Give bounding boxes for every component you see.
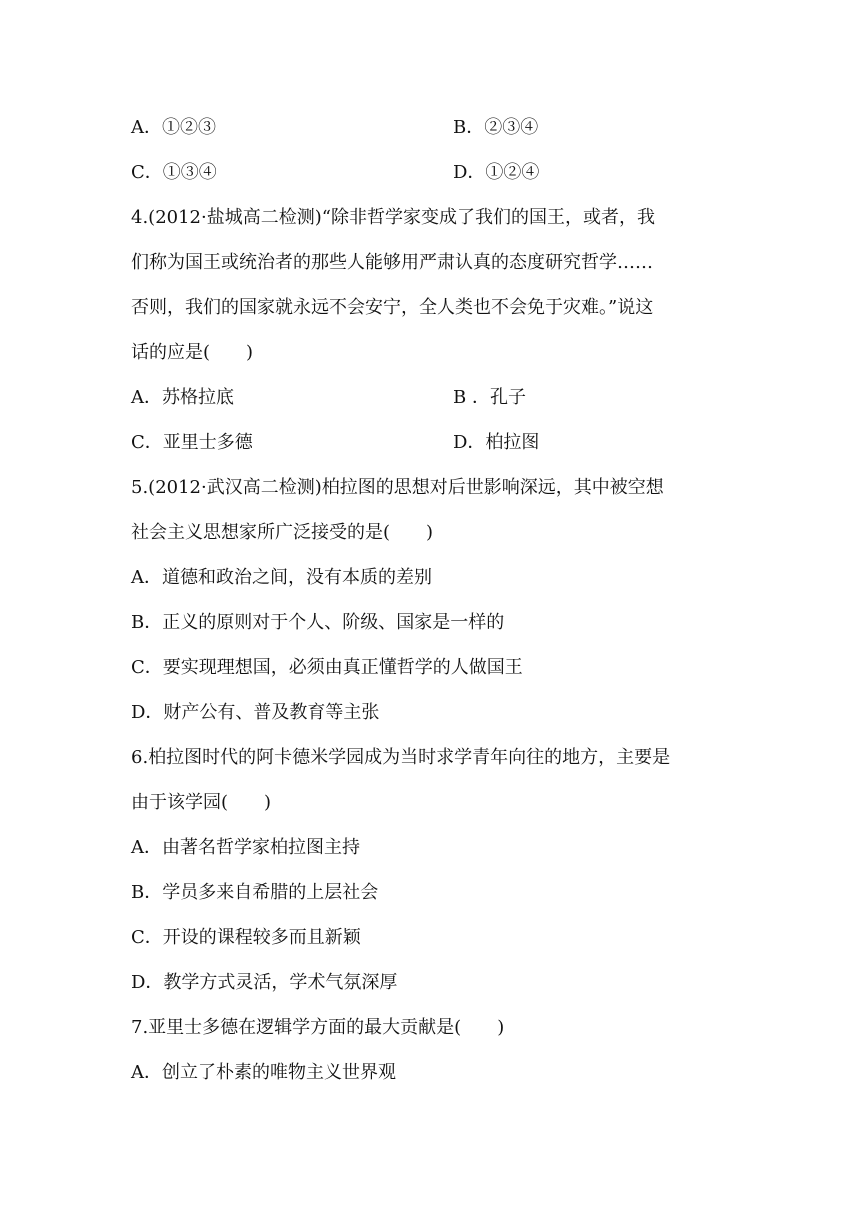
- q5-option-b: B．正义的原则对于个人、阶级、国家是一样的: [131, 612, 505, 633]
- q5-option-d: D．财产公有、普及教育等主张: [131, 702, 380, 723]
- q3-option-c: C．①③④: [131, 162, 217, 183]
- q5-stem-line-1: 5.(2012·武汉高二检测)柏拉图的思想对后世影响深远，其中被空想: [131, 477, 664, 498]
- q4-stem-line-4: 话的应是( ): [131, 342, 254, 363]
- q6-option-a: A．由著名哲学家柏拉图主持: [131, 837, 360, 858]
- q6-stem-line-1: 6.柏拉图时代的阿卡德米学园成为当时求学青年向往的地方，主要是: [131, 747, 671, 768]
- q6-option-d: D．教学方式灵活，学术气氛深厚: [131, 972, 398, 993]
- q4-stem-line-3: 否则，我们的国家就永远不会安宁，全人类也不会免于灾难。”说这: [131, 297, 654, 318]
- q6-option-c: C．开设的课程较多而且新颖: [131, 927, 361, 948]
- q3-option-a: A．①②③: [131, 117, 216, 138]
- q4-option-a: A．苏格拉底: [131, 387, 234, 408]
- q5-option-a: A．道德和政治之间，没有本质的差别: [131, 567, 432, 588]
- q6-option-b: B．学员多来自希腊的上层社会: [131, 882, 379, 903]
- q7-option-a: A．创立了朴素的唯物主义世界观: [131, 1062, 396, 1083]
- q5-option-c: C．要实现理想国，必须由真正懂哲学的人做国王: [131, 657, 523, 678]
- q5-stem-line-2: 社会主义思想家所广泛接受的是( ): [131, 522, 434, 543]
- q4-option-c: C．亚里士多德: [131, 432, 253, 453]
- q3-option-d: D．①②④: [453, 162, 540, 183]
- q7-stem-line-1: 7.亚里士多德在逻辑学方面的最大贡献是( ): [131, 1017, 505, 1038]
- q3-option-b: B．②③④: [453, 117, 539, 138]
- q6-stem-line-2: 由于该学园( ): [131, 792, 272, 813]
- q4-stem-line-1: 4.(2012·盐城高二检测)“除非哲学家变成了我们的国王，或者，我: [131, 207, 655, 228]
- q4-stem-line-2: 们称为国王或统治者的那些人能够用严肃认真的态度研究哲学……: [131, 252, 653, 273]
- q4-option-d: D．柏拉图: [453, 432, 540, 453]
- q4-option-b: B ．孔子: [453, 387, 526, 408]
